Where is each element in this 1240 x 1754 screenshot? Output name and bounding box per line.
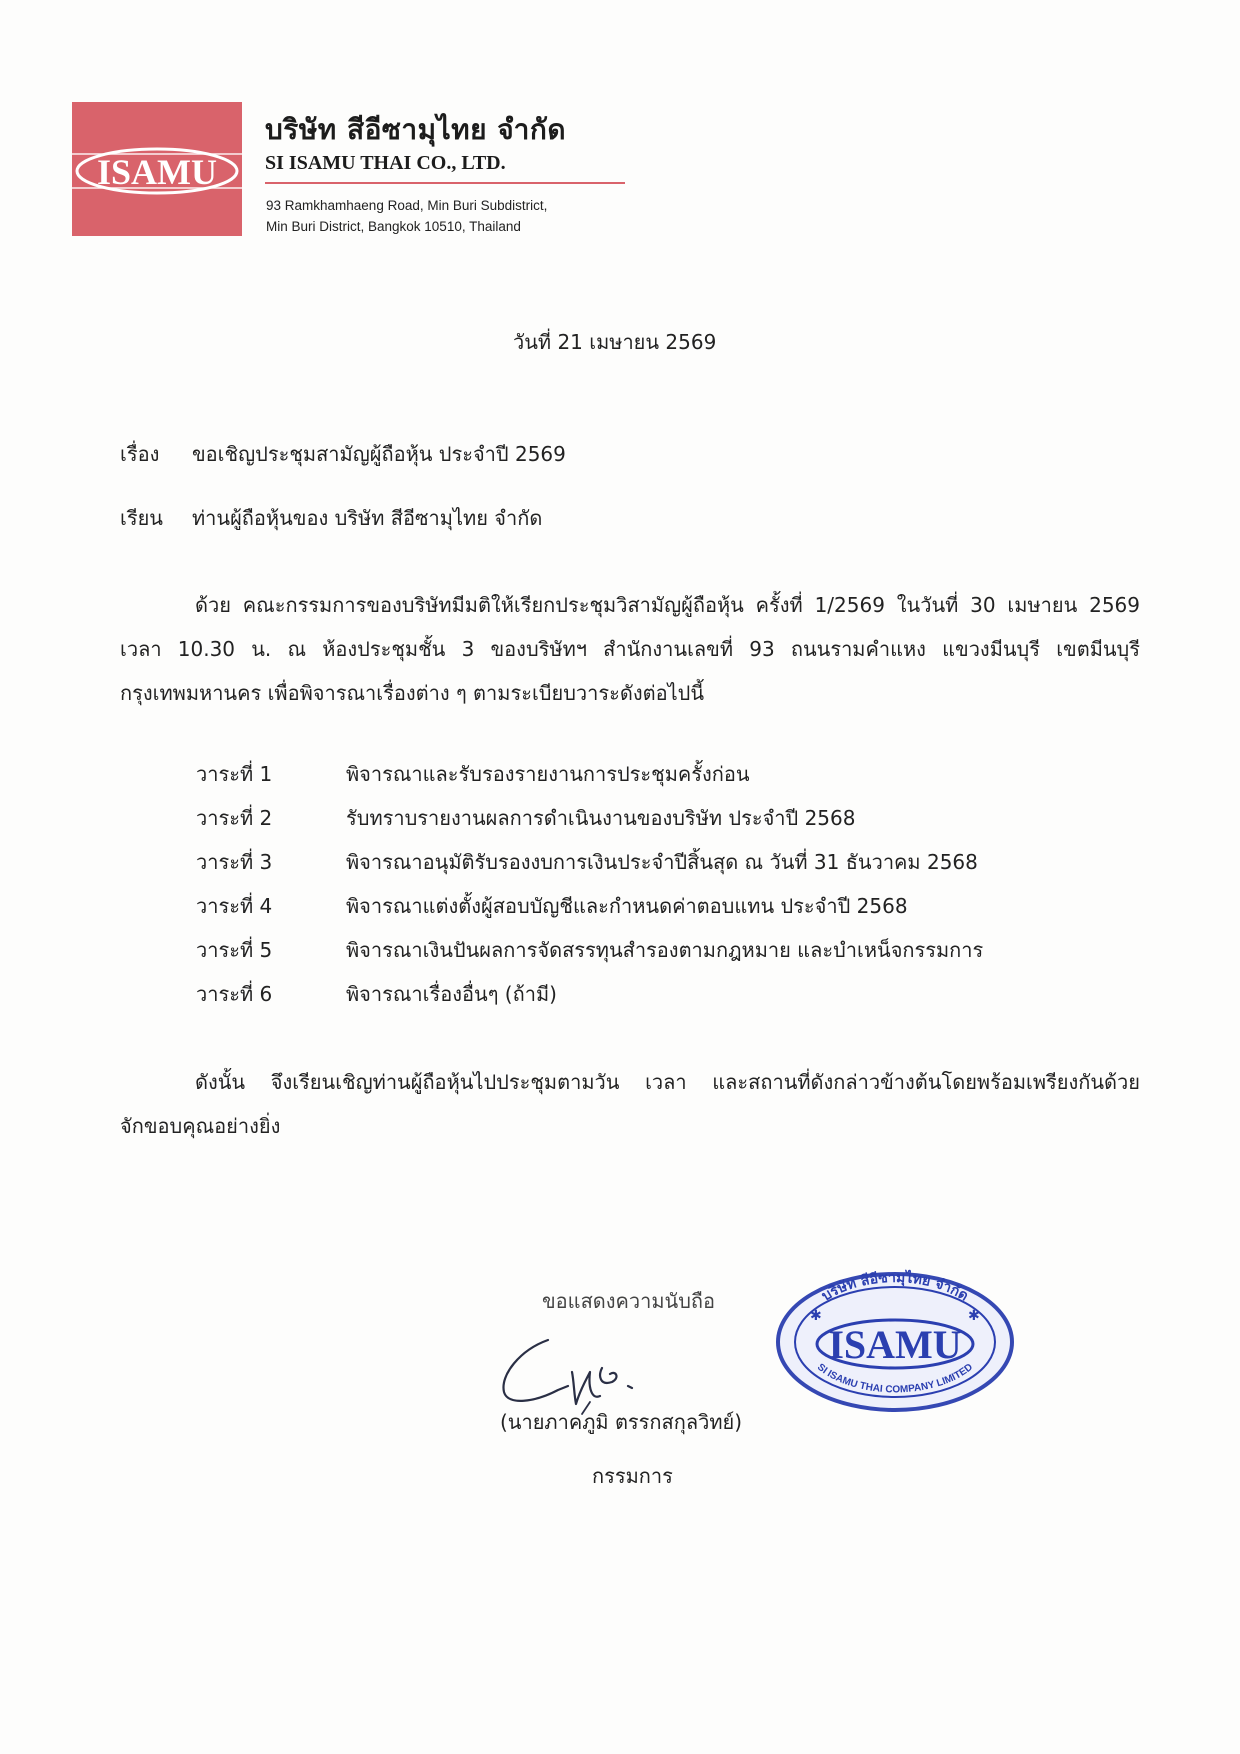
subject-value: ขอเชิญประชุมสามัญผู้ถือหุ้น ประจำปี 2569	[192, 442, 566, 466]
body-paragraph-closing	[120, 1060, 1140, 1148]
company-seal	[770, 1262, 1020, 1412]
handwritten-signature	[490, 1310, 660, 1420]
agenda-number: วาระที่ 6	[196, 982, 273, 1006]
paragraph-line: จักขอบคุณอย่างยิ่ง	[120, 1114, 281, 1138]
body-paragraph-intro	[120, 583, 1140, 715]
seal-center-text: ISAMU	[828, 1322, 962, 1367]
agenda-number: วาระที่ 1	[196, 762, 273, 786]
seal-star-right-icon: ✱	[968, 1308, 980, 1324]
agenda-text: รับทราบรายงานผลการดำเนินงานของบริษัท ประจำปี 2568	[346, 806, 856, 830]
agenda-text: พิจารณาเงินปันผลการจัดสรรทุนสำรองตามกฎหมาย และบำเหน็จกรรมการ	[346, 938, 984, 962]
recipient-value: ท่านผู้ถือหุ้นของ บริษัท สีอีซามุไทย จำกัด	[192, 506, 543, 530]
company-name-english: SI ISAMU THAI CO., LTD.	[265, 152, 506, 174]
closing-salutation: ขอแสดงความนับถือ	[542, 1289, 716, 1313]
paragraph-line: ด้วย คณะกรรมการของบริษัทมีมติให้เรียกประชุมวิสามัญผู้ถือหุ้น ครั้งที่ 1/2569 ในวันที่ 30 เมษายน 2569	[195, 593, 1140, 617]
letter-date: วันที่ 21 เมษายน 2569	[513, 330, 717, 354]
isamu-logo-icon	[72, 102, 242, 236]
agenda-number: วาระที่ 3	[196, 850, 273, 874]
paragraph-line: ดังนั้น จึงเรียนเชิญท่านผู้ถือหุ้นไปประชุมตามวัน เวลา และสถานที่ดังกล่าวข้างต้นโดยพร้อมเพรียงกันด้วย	[195, 1070, 1140, 1094]
agenda-text: พิจารณาเรื่องอื่นๆ (ถ้ามี)	[346, 982, 557, 1006]
recipient-label: เรียน	[120, 506, 163, 530]
seal-star-left-icon: ✱	[810, 1308, 822, 1324]
seal-bottom-text: SI ISAMU THAI COMPANY LIMITED	[815, 1361, 975, 1396]
agenda-number: วาระที่ 5	[196, 938, 273, 962]
agenda-text: พิจารณาแต่งตั้งผู้สอบบัญชีและกำหนดค่าตอบแทน ประจำปี 2568	[346, 894, 908, 918]
logo-text: ISAMU	[96, 152, 218, 192]
agenda-text: พิจารณาอนุมัติรับรองงบการเงินประจำปีสิ้นสุด ณ วันที่ 31 ธันวาคม 2568	[346, 850, 978, 874]
company-address-line2: Min Buri District, Bangkok 10510, Thailand	[266, 219, 521, 234]
company-logo	[72, 102, 242, 236]
agenda-number: วาระที่ 2	[196, 806, 273, 830]
signer-position: กรรมการ	[592, 1464, 673, 1488]
paragraph-line: เวลา 10.30 น. ณ ห้องประชุมชั้น 3 ของบริษัทฯ สำนักงานเลขที่ 93 ถนนรามคำแหง แขวงมีนบุรี เขตมีนบุรี	[120, 637, 1140, 661]
paragraph-line: กรุงเทพมหานคร เพื่อพิจารณาเรื่องต่าง ๆ ตามระเบียบวาระดังต่อไปนี้	[120, 681, 705, 705]
signer-name: (นายภาคภูมิ ตรรกสกุลวิทย์)	[500, 1410, 743, 1434]
seal-top-text: บริษัท สีอีซามุไทย จำกัด	[819, 1269, 971, 1305]
letterhead-divider	[265, 182, 625, 184]
company-address-line1: 93 Ramkhamhaeng Road, Min Buri Subdistrict,	[266, 198, 548, 213]
agenda-text: พิจารณาและรับรองรายงานการประชุมครั้งก่อน	[346, 762, 750, 786]
agenda-number: วาระที่ 4	[196, 894, 273, 918]
company-name-thai: บริษัท สีอีซามุไทย จำกัด	[265, 113, 567, 146]
subject-label: เรื่อง	[120, 442, 160, 466]
